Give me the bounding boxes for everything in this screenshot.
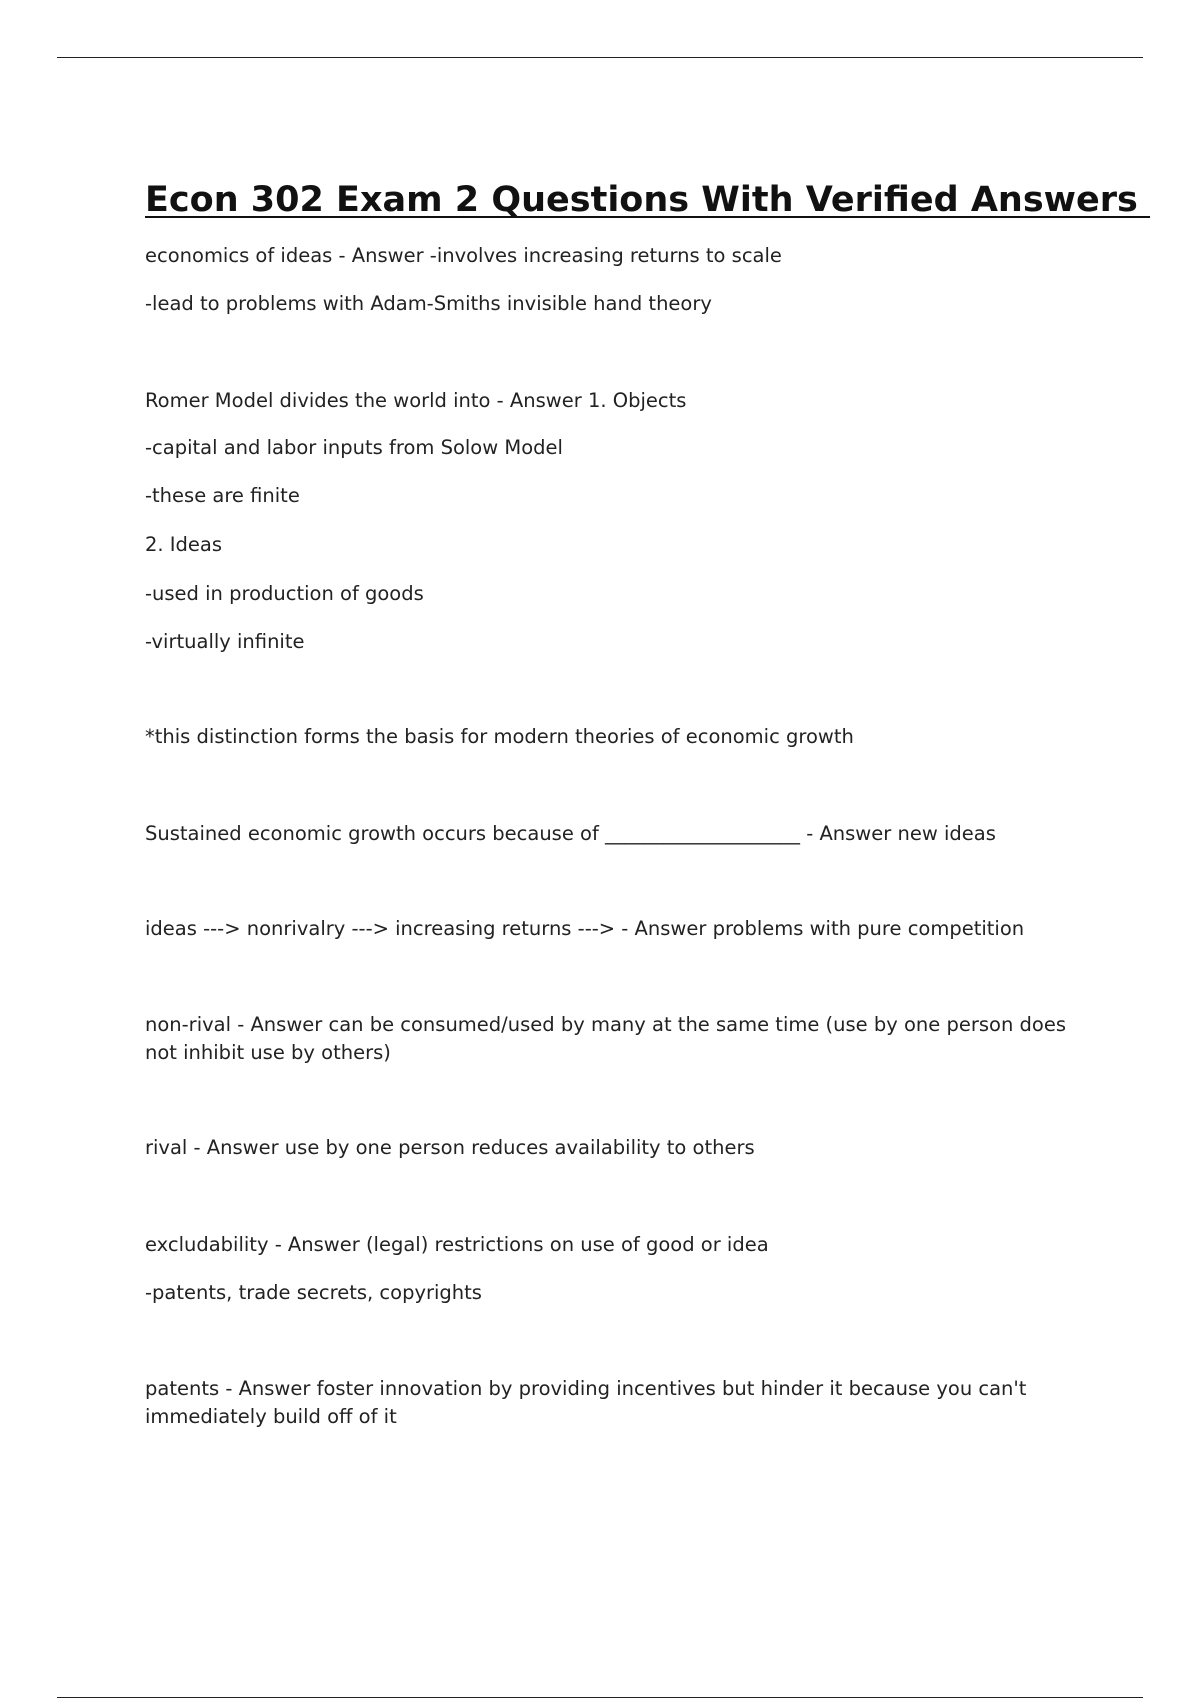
text-line: excludability - Answer (legal) restrictions on use of good or idea: [145, 1233, 769, 1256]
footer-rule: [57, 1697, 1143, 1698]
text-line: -these are finite: [145, 484, 300, 507]
header-rule: [57, 57, 1143, 58]
text-line: Romer Model divides the world into - Answer 1. Objects: [145, 389, 687, 412]
text-line: Sustained economic growth occurs because of ____________________ - Answer new ideas: [145, 822, 996, 845]
text-line: -capital and labor inputs from Solow Model: [145, 436, 563, 459]
text-line: -virtually infinite: [145, 630, 305, 653]
text-line: -used in production of goods: [145, 582, 424, 605]
text-line: non-rival - Answer can be consumed/used by many at the same time (use by one person does not inhibit use by others): [145, 1013, 1066, 1064]
text-line: -patents, trade secrets, copyrights: [145, 1281, 482, 1304]
document-title: Econ 302 Exam 2 Questions With Verified Answers: [145, 180, 1151, 220]
text-line: -lead to problems with Adam-Smiths invisible hand theory: [145, 292, 712, 315]
text-line: patents - Answer foster innovation by providing incentives but hinder it because you can't immediately build off of it: [145, 1377, 1027, 1428]
text-line: 2. Ideas: [145, 533, 223, 556]
text-line: ideas ---> nonrivalry ---> increasing returns ---> - Answer problems with pure competition: [145, 917, 1025, 940]
text-line: economics of ideas - Answer -involves increasing returns to scale: [145, 244, 782, 267]
text-line: rival - Answer use by one person reduces availability to others: [145, 1136, 755, 1159]
text-line: *this distinction forms the basis for modern theories of economic growth: [145, 725, 854, 748]
